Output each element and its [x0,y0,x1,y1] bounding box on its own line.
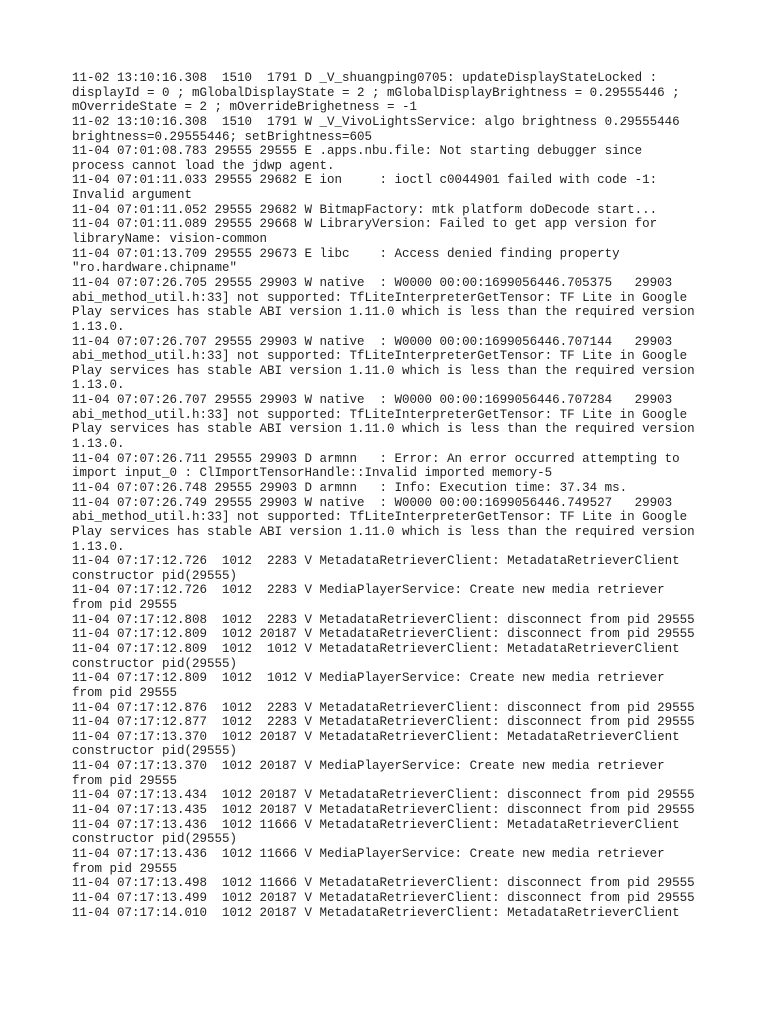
log-line: import input_0 : ClImportTensorHandle::Invalid imported memory-5 [72,466,553,481]
log-line: 11-04 07:17:13.498 1012 11666 V MetadataRetrieverClient: disconnect from pid 29555 [72,876,695,891]
log-line: displayId = 0 ; mGlobalDisplayState = 2 ; mGlobalDisplayBrightness = 0.29555446 ; [72,85,680,100]
log-line: 11-04 07:07:26.705 29555 29903 W native : W0000 00:00:1699056446.705375 29903 [72,275,673,290]
log-line: 11-04 07:01:11.033 29555 29682 E ion : ioctl c0044901 failed with code -1: [72,173,658,188]
log-line: brightness=0.29555446; setBrightness=605 [72,129,373,144]
log-line: 11-04 07:01:11.052 29555 29682 W BitmapFactory: mtk platform doDecode start... [72,202,658,217]
log-line: 11-04 07:07:26.707 29555 29903 W native : W0000 00:00:1699056446.707144 29903 [72,334,673,349]
log-line: 11-04 07:17:13.436 1012 11666 V MetadataRetrieverClient: MetadataRetrieverClient [72,817,680,832]
log-line: 11-04 07:17:12.809 1012 1012 V MediaPlayerService: Create new media retriever [72,671,665,686]
log-line: 11-04 07:07:26.748 29555 29903 D armnn : Info: Execution time: 37.34 ms. [72,480,628,495]
log-line: constructor pid(29555) [72,744,238,759]
log-line: 11-04 07:17:12.877 1012 2283 V MetadataRetrieverClient: disconnect from pid 29555 [72,715,695,730]
log-line: 1.13.0. [72,539,125,554]
log-line: 11-04 07:07:26.711 29555 29903 D armnn : Error: An error occurred attempting to [72,451,680,466]
log-line: Play services has stable ABI version 1.11.0 which is less than the required version [72,305,695,320]
log-document [72,71,712,920]
log-line: libraryName: vision-common [72,232,268,247]
log-line: 11-04 07:07:26.749 29555 29903 W native : W0000 00:00:1699056446.749527 29903 [72,495,673,510]
log-line: constructor pid(29555) [72,832,238,847]
log-line: from pid 29555 [72,598,178,613]
log-line: constructor pid(29555) [72,656,238,671]
log-line: abi_method_util.h:33] not supported: TfLiteInterpreterGetTensor: TF Lite in Google [72,510,688,525]
log-line: 11-04 07:01:13.709 29555 29673 E libc : Access denied finding property [72,246,620,261]
log-line: Play services has stable ABI version 1.11.0 which is less than the required version [72,363,695,378]
log-line: Play services has stable ABI version 1.11.0 which is less than the required version [72,524,695,539]
log-line: 11-04 07:17:12.876 1012 2283 V MetadataRetrieverClient: disconnect from pid 29555 [72,700,695,715]
log-line: 11-04 07:17:13.434 1012 20187 V MetadataRetrieverClient: disconnect from pid 29555 [72,788,695,803]
log-line: constructor pid(29555) [72,568,238,583]
log-line: from pid 29555 [72,861,178,876]
log-line: from pid 29555 [72,685,178,700]
log-line: 11-02 13:10:16.308 1510 1791 D _V_shuangping0705: updateDisplayStateLocked : [72,71,658,85]
log-line: mOverrideState = 2 ; mOverrideBrighetness = -1 [72,100,418,115]
log-line: 11-04 07:17:13.436 1012 11666 V MediaPlayerService: Create new media retriever [72,846,665,861]
log-line: process cannot load the jdwp agent. [72,158,335,173]
log-line: from pid 29555 [72,773,178,788]
log-line: 11-04 07:07:26.707 29555 29903 W native : W0000 00:00:1699056446.707284 29903 [72,393,673,408]
log-line: 11-04 07:17:13.435 1012 20187 V MetadataRetrieverClient: disconnect from pid 29555 [72,803,695,818]
log-line: abi_method_util.h:33] not supported: TfLiteInterpreterGetTensor: TF Lite in Google [72,290,688,305]
log-line: 11-04 07:17:12.726 1012 2283 V MediaPlayerService: Create new media retriever [72,583,665,598]
log-line: "ro.hardware.chipname" [72,261,238,276]
log-line: 11-04 07:17:14.010 1012 20187 V MetadataRetrieverClient: MetadataRetrieverClient [72,905,680,920]
log-line: 11-04 07:17:13.370 1012 20187 V MetadataRetrieverClient: MetadataRetrieverClient [72,729,680,744]
log-line: 1.13.0. [72,319,125,334]
log-line: 11-04 07:17:12.808 1012 2283 V MetadataRetrieverClient: disconnect from pid 29555 [72,612,695,627]
log-line: 11-04 07:17:13.370 1012 20187 V MediaPlayerService: Create new media retriever [72,759,665,774]
log-line: abi_method_util.h:33] not supported: TfLiteInterpreterGetTensor: TF Lite in Google [72,407,688,422]
log-line: Play services has stable ABI version 1.11.0 which is less than the required version [72,422,695,437]
log-line: 11-02 13:10:16.308 1510 1791 W _V_VivoLightsService: algo brightness 0.29555446 [72,114,680,129]
log-line: 11-04 07:17:12.726 1012 2283 V MetadataRetrieverClient: MetadataRetrieverClient [72,554,680,569]
log-line: 11-04 07:17:13.499 1012 20187 V MetadataRetrieverClient: disconnect from pid 29555 [72,890,695,905]
log-line: Invalid argument [72,188,193,203]
log-line: 1.13.0. [72,378,125,393]
log-line: abi_method_util.h:33] not supported: TfLiteInterpreterGetTensor: TF Lite in Google [72,349,688,364]
log-line: 1.13.0. [72,437,125,452]
log-line: 11-04 07:01:08.783 29555 29555 E .apps.nbu.file: Not starting debugger since [72,144,643,159]
log-line: 11-04 07:17:12.809 1012 1012 V MetadataRetrieverClient: MetadataRetrieverClient [72,641,680,656]
log-line: 11-04 07:01:11.089 29555 29668 W LibraryVersion: Failed to get app version for [72,217,658,232]
log-line: 11-04 07:17:12.809 1012 20187 V MetadataRetrieverClient: disconnect from pid 29555 [72,627,695,642]
